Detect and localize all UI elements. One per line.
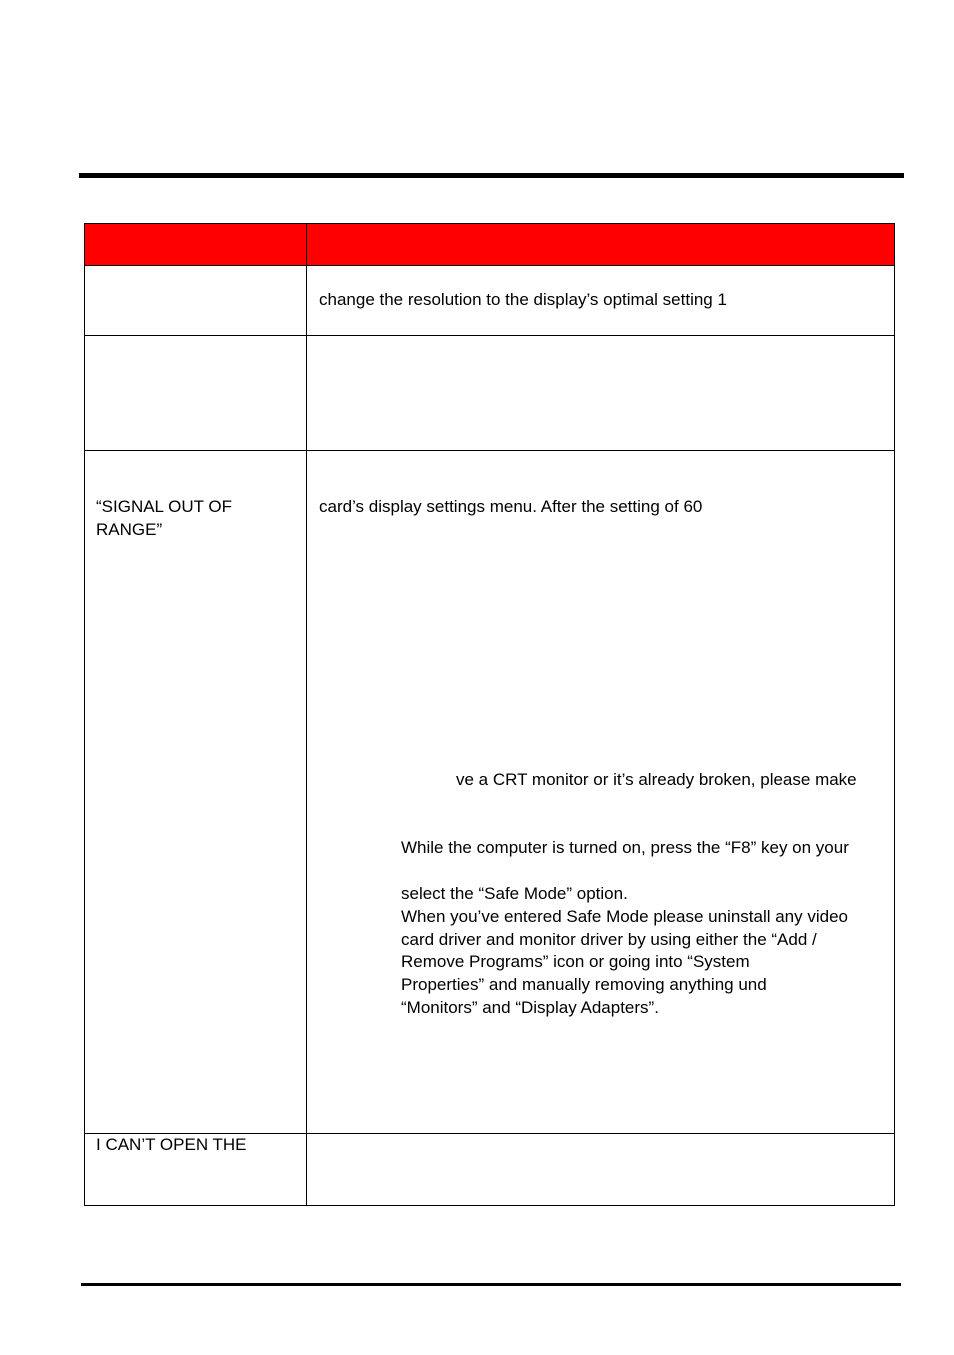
table-cell-solution: While the computer is turned on, press the “F8” key on your [401,838,849,857]
troubleshooting-table [84,223,895,1206]
instruction-line: “Monitors” and “Display Adapters”. [401,997,659,1017]
table-border-bottom [84,1205,895,1206]
instruction-line: card driver and monitor driver by using either the “Add / [401,929,817,949]
table-border-top [84,223,895,224]
row-divider [84,335,895,336]
instruction-line: Properties” and manually removing anything und [401,975,767,995]
table-cell-solution: ve a CRT monitor or it’s already broken, please make [456,770,857,789]
table-cell-problem-line: “SIGNAL OUT OF [96,497,233,516]
bottom-rule [81,1283,901,1286]
table-cell-problem-line: RANGE” [96,520,163,539]
table-cell-solution: card’s display settings menu. After the setting of 60 [319,497,703,516]
top-rule [79,173,904,178]
table-cell-solution: change the resolution to the display’s optimal setting 1 [319,290,727,309]
safe-mode-instructions [401,883,848,1020]
table-header-row [84,223,895,265]
row-divider [84,265,895,266]
table-cell-problem: I CAN’T OPEN THE [96,1135,247,1154]
instruction-line: Remove Programs” icon or going into “System [401,952,750,972]
column-divider [306,223,307,1206]
instruction-line: When you’ve entered Safe Mode please uninstall any video [401,906,849,926]
row-divider [84,450,895,451]
table-border-left [84,223,85,1206]
table-border-right [894,223,895,1206]
instruction-line: select the “Safe Mode” option. [401,884,628,903]
